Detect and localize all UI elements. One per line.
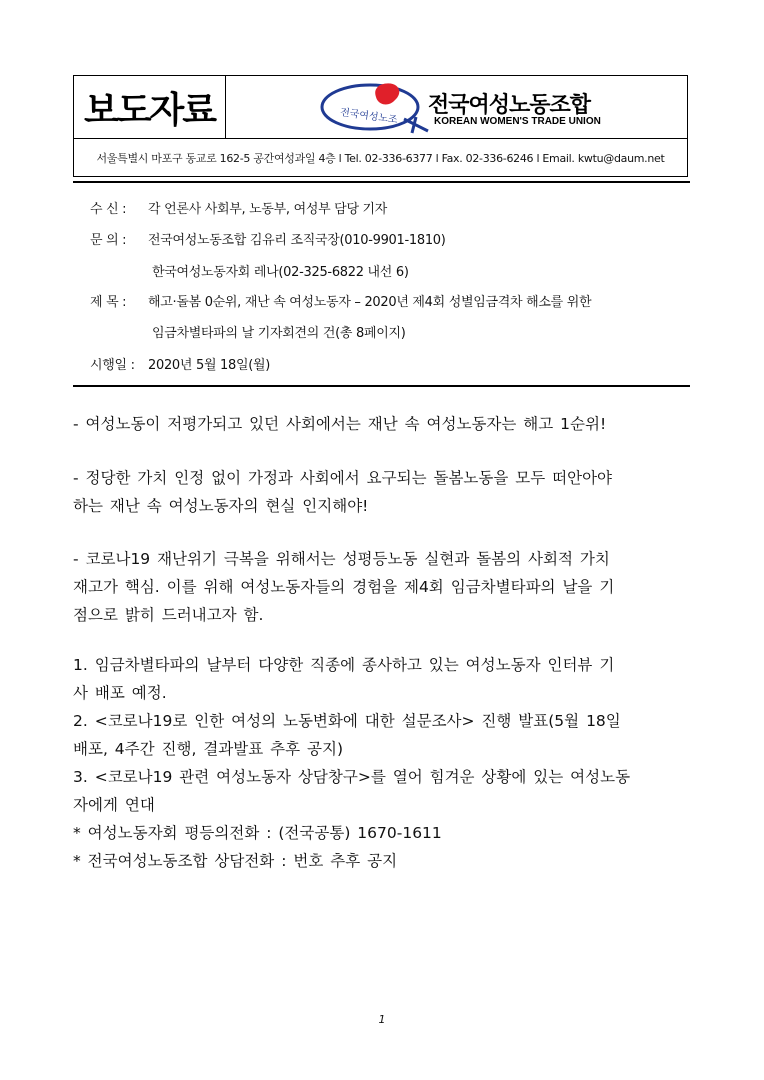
- meta-inquiry: [90, 229, 446, 248]
- logo-text: 전국여성노조: [339, 107, 399, 127]
- bottom-divider: [73, 385, 690, 387]
- logo-flame: [375, 83, 399, 104]
- union-name-english: KOREAN WOMEN'S TRADE UNION: [434, 116, 601, 127]
- inquiry-label: 문 의 :: [90, 233, 127, 248]
- top-divider: [73, 181, 690, 183]
- list-item-2-line-1: 2. <코로나19로 인한 여성의 노동변화에 대한 설문조사> 진행 발표(5월 18일: [73, 712, 621, 730]
- meta-date: [90, 354, 270, 373]
- list-item-3-line-1: 3. <코로나19 관련 여성노동자 상담창구>를 열어 힘겨운 상황에 있는 여성노동: [73, 768, 631, 786]
- body-line: - 여성노동이 저평가되고 있던 사회에서는 재난 속 여성노동자는 해고 1순위!: [73, 415, 607, 433]
- meta-recipient: [90, 198, 387, 217]
- list-item-2-line-2: 배포, 4주간 진행, 결과발표 추후 공지): [73, 740, 344, 758]
- logo-ring: [322, 85, 418, 129]
- list-item-3-line-2: 자에게 연대: [73, 796, 155, 814]
- letterhead: [73, 75, 688, 177]
- body-line: 재고가 핵심. 이를 위해 여성노동자들의 경험을 제4회 임금차별타파의 날을 기: [73, 578, 615, 596]
- body-line: - 정당한 가치 인정 없이 가정과 사회에서 요구되는 돌봄노동을 모두 떠안아야: [73, 469, 613, 487]
- meta-subject: [90, 291, 591, 310]
- inquiry-value-2: 한국여성노동자회 레나(02-325-6822 내선 6): [152, 265, 409, 280]
- list-item-1-line-2: 사 배포 예정.: [73, 684, 167, 702]
- union-branding: [226, 76, 687, 138]
- body-line: - 코로나19 재난위기 극복을 위해서는 성평등노동 실현과 돌봄의 사회적 가치: [73, 550, 610, 568]
- union-logo-icon: [318, 79, 436, 135]
- body-line: 하는 재난 속 여성노동자의 현실 인지해야!: [73, 497, 369, 515]
- list-item-1-line-1: 1. 임금차별타파의 날부터 다양한 직종에 종사하고 있는 여성노동자 인터뷰 기: [73, 656, 615, 674]
- subject-value-2: 임금차별타파의 날 기자회견의 건(총 8페이지): [152, 326, 406, 341]
- hotline-2: * 전국여성노동조합 상담전화 : 번호 추후 공지: [73, 852, 398, 870]
- body-paragraph-3: [73, 545, 690, 629]
- inquiry-value-1: 전국여성노동조합 김유리 조직국장(010-9901-1810): [148, 233, 446, 248]
- body-list: [73, 651, 690, 875]
- page-number: 1: [378, 1013, 386, 1026]
- press-release-label: 보도자료: [74, 76, 226, 138]
- union-name-korean: 전국여성노동조합: [428, 93, 591, 118]
- date-label: 시행일 :: [90, 358, 135, 373]
- body-line: 점으로 밝히 드러내고자 함.: [73, 606, 264, 624]
- recipient-value: 각 언론사 사회부, 노동부, 여성부 담당 기자: [148, 202, 388, 217]
- body-paragraph-2: [73, 464, 690, 520]
- letterhead-top: [74, 76, 687, 139]
- subject-label: 제 목 :: [90, 295, 127, 310]
- subject-value-1: 해고·돌봄 0순위, 재난 속 여성노동자 – 2020년 제4회 성별임금격차 해소를 위한: [148, 295, 592, 310]
- hotline-1: * 여성노동자회 평등의전화 : (전국공통) 1670-1611: [73, 824, 442, 842]
- logo-tail: [404, 117, 428, 133]
- date-value: 2020년 5월 18일(월): [148, 358, 271, 373]
- body-paragraph-1: [73, 410, 690, 438]
- contact-info: 서울특별시 마포구 동교로 162-5 공간여성과일 4층 l Tel. 02-336-6377 l Fax. 02-336-6246 l Email. kwtu@daum.net: [96, 151, 665, 165]
- recipient-label: 수 신 :: [90, 202, 127, 217]
